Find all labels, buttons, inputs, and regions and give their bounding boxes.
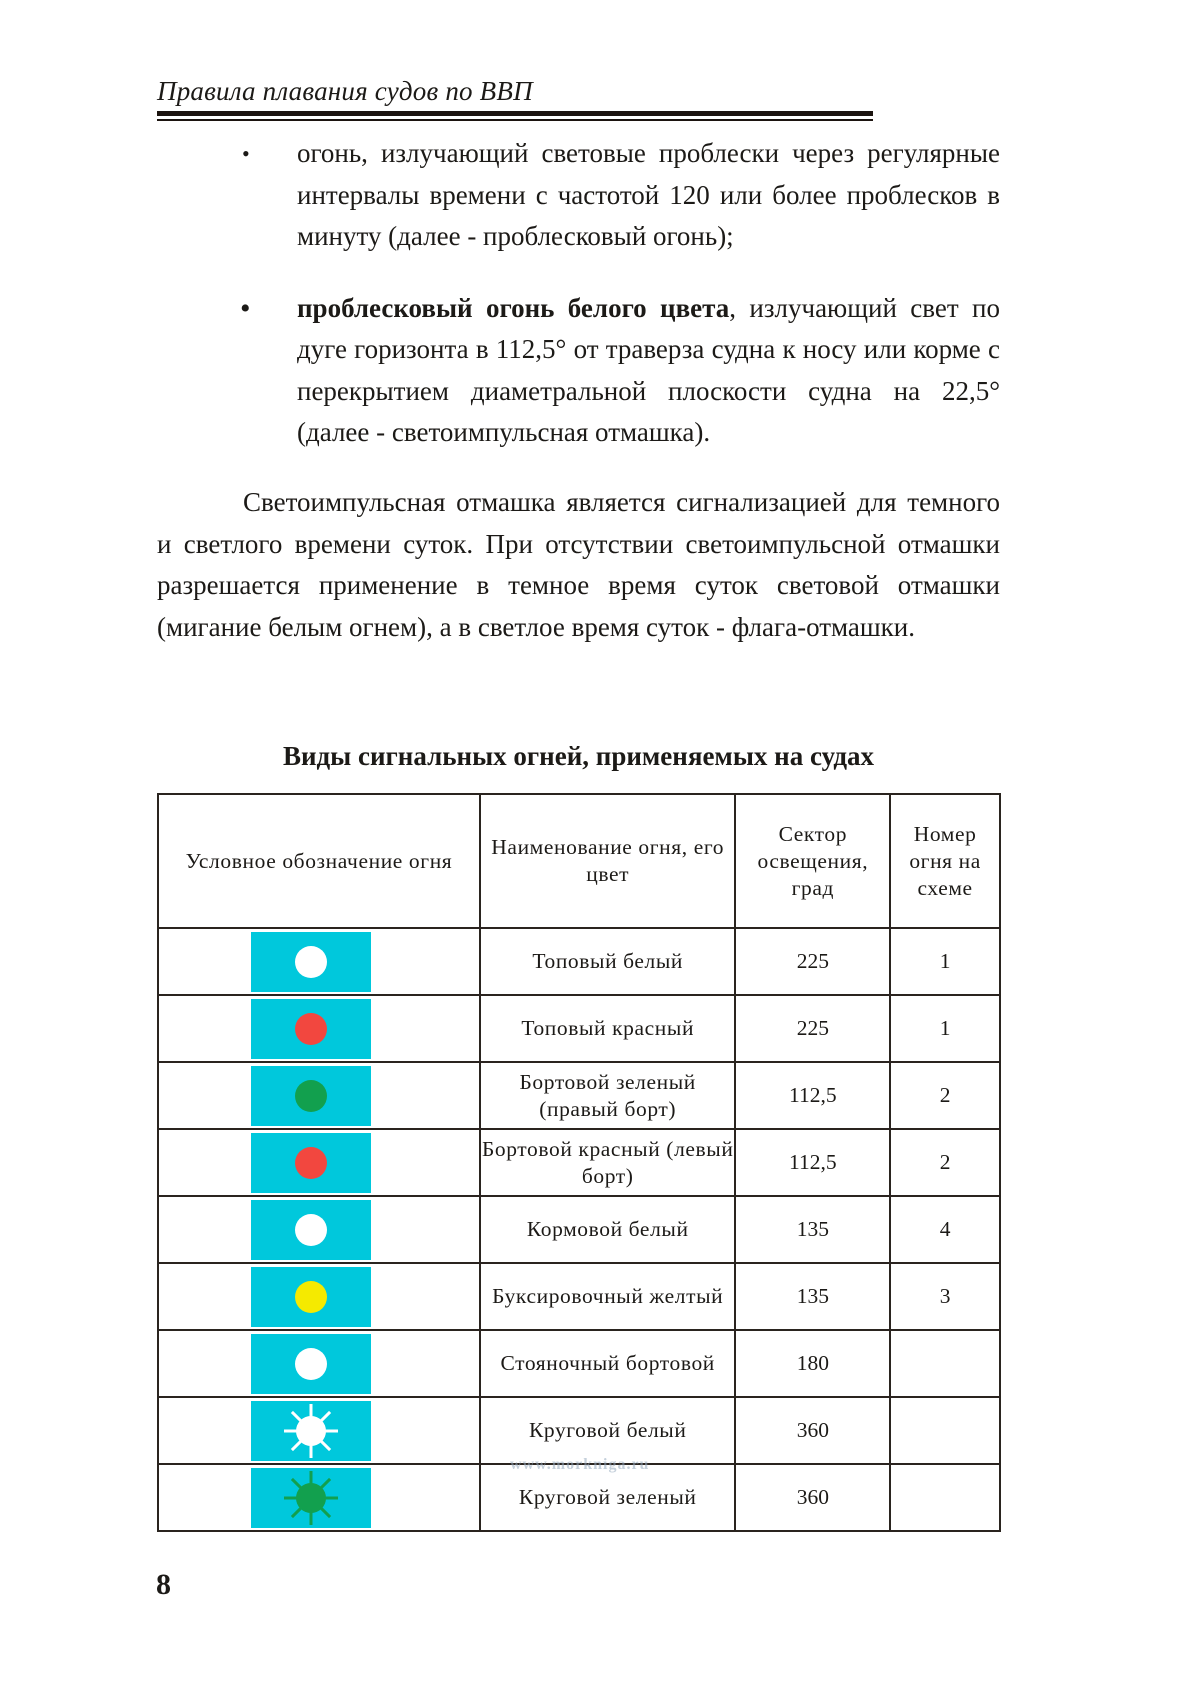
cell-sector: 360 xyxy=(735,1464,890,1531)
table-row xyxy=(158,1397,1000,1464)
header-number xyxy=(890,794,1000,928)
header-sector xyxy=(735,794,890,928)
cell-sector: 112,5 xyxy=(735,1062,890,1129)
header-name-label: Наименование огня, его цвет xyxy=(491,835,725,886)
bullet-marker: • xyxy=(242,141,250,166)
cell-number: 3 xyxy=(890,1263,1000,1330)
cell-name: Бортовой красный (левый борт) xyxy=(480,1129,735,1196)
table-row xyxy=(158,1330,1000,1397)
cell-symbol xyxy=(158,1464,480,1531)
cell-sector: 180 xyxy=(735,1330,890,1397)
light-dot xyxy=(295,1214,327,1246)
cell-sector: 135 xyxy=(735,1263,890,1330)
header-symbol xyxy=(158,794,480,928)
cell-sector: 225 xyxy=(735,928,890,995)
cell-name: Бортовой зеленый (правый борт) xyxy=(480,1062,735,1129)
cell-symbol xyxy=(158,1129,480,1196)
table-row xyxy=(158,1062,1000,1129)
cell-name: Кормовой белый xyxy=(480,1196,735,1263)
steady-light-icon xyxy=(251,1200,371,1260)
bullet-text: огонь, излучающий световые проблески через регулярные интервалы времени с частотой 120 или более проблесков в минуту (далее - проблесковый огонь); xyxy=(297,138,1000,251)
all-round-light-icon xyxy=(251,1468,371,1528)
cell-name: Топовый белый xyxy=(480,928,735,995)
signal-lights-table xyxy=(157,793,1001,1532)
bullet-list xyxy=(240,133,1000,484)
bullet-item xyxy=(240,133,1000,258)
cell-name: Буксировочный желтый xyxy=(480,1263,735,1330)
cell-number: 1 xyxy=(890,928,1000,995)
light-dot xyxy=(295,1013,327,1045)
cell-name: Круговой зеленый xyxy=(480,1464,735,1531)
running-head-title: Правила плавания судов по ВВП xyxy=(157,76,533,106)
steady-light-icon xyxy=(251,1334,371,1394)
page-number: 8 xyxy=(156,1568,171,1601)
cell-symbol xyxy=(158,1397,480,1464)
table-title: Виды сигнальных огней, применяемых на судах xyxy=(282,741,875,771)
cell-sector: 360 xyxy=(735,1397,890,1464)
header-symbol-label: Условное обозначение огня xyxy=(185,848,453,873)
cell-symbol xyxy=(158,995,480,1062)
bullet-text: , излучающий свет по дуге горизонта в 112,5° от траверза судна к носу или корме с перекрытием диаметральной плоскости судна на 22,5° (далее - светоимпульсная отмашка). xyxy=(297,292,1000,447)
cell-number: 1 xyxy=(890,995,1000,1062)
bullet-item xyxy=(240,288,1000,454)
steady-light-icon xyxy=(251,1267,371,1327)
header-rule-thin xyxy=(157,119,873,121)
cell-number: 4 xyxy=(890,1196,1000,1263)
cell-number: 2 xyxy=(890,1129,1000,1196)
table-row xyxy=(158,995,1000,1062)
steady-light-icon xyxy=(251,1066,371,1126)
cell-symbol xyxy=(158,1196,480,1263)
watermark: www.morkniga.ru xyxy=(510,1456,650,1473)
cell-name: Круговой белый xyxy=(480,1397,735,1464)
bullet-marker: • xyxy=(240,291,251,325)
body-paragraph: Светоимпульсная отмашка является сигнализацией для темного и светлого времени суток. При отсутствии светоимпульсной отмашки разрешается применение в темное время суток световой отмашки (мигание белым огнем), а в светлое время суток - флага-отмашки. xyxy=(157,487,1000,642)
cell-number xyxy=(890,1464,1000,1531)
cell-symbol xyxy=(158,1330,480,1397)
light-dot xyxy=(295,1147,327,1179)
cell-name: Топовый красный xyxy=(480,995,735,1062)
cell-sector: 225 xyxy=(735,995,890,1062)
table-row xyxy=(158,1464,1000,1531)
header-rule-thick xyxy=(157,111,873,116)
table-header-row xyxy=(158,794,1000,928)
cell-sector: 135 xyxy=(735,1196,890,1263)
running-head xyxy=(157,76,877,106)
steady-light-icon xyxy=(251,999,371,1059)
cell-symbol xyxy=(158,928,480,995)
cell-name: Стояночный бортовой xyxy=(480,1330,735,1397)
table-row xyxy=(158,1129,1000,1196)
header-sector-label: Сектор освещения, град xyxy=(757,821,869,900)
cell-symbol xyxy=(158,1263,480,1330)
table-row xyxy=(158,1263,1000,1330)
cell-number xyxy=(890,1330,1000,1397)
light-dot xyxy=(295,1080,327,1112)
all-round-light-icon xyxy=(251,1401,371,1461)
table-row xyxy=(158,928,1000,995)
steady-light-icon xyxy=(251,1133,371,1193)
cell-symbol xyxy=(158,1062,480,1129)
cell-number: 2 xyxy=(890,1062,1000,1129)
steady-light-icon xyxy=(251,932,371,992)
light-dot xyxy=(295,1281,327,1313)
header-name xyxy=(480,794,735,928)
cell-sector: 112,5 xyxy=(735,1129,890,1196)
header-number-label: Номер огня на схеме xyxy=(909,821,981,900)
light-dot xyxy=(295,946,327,978)
bullet-bold-term: проблесковый огонь белого цвета xyxy=(297,292,730,323)
cell-number xyxy=(890,1397,1000,1464)
table-row xyxy=(158,1196,1000,1263)
light-dot xyxy=(295,1348,327,1380)
